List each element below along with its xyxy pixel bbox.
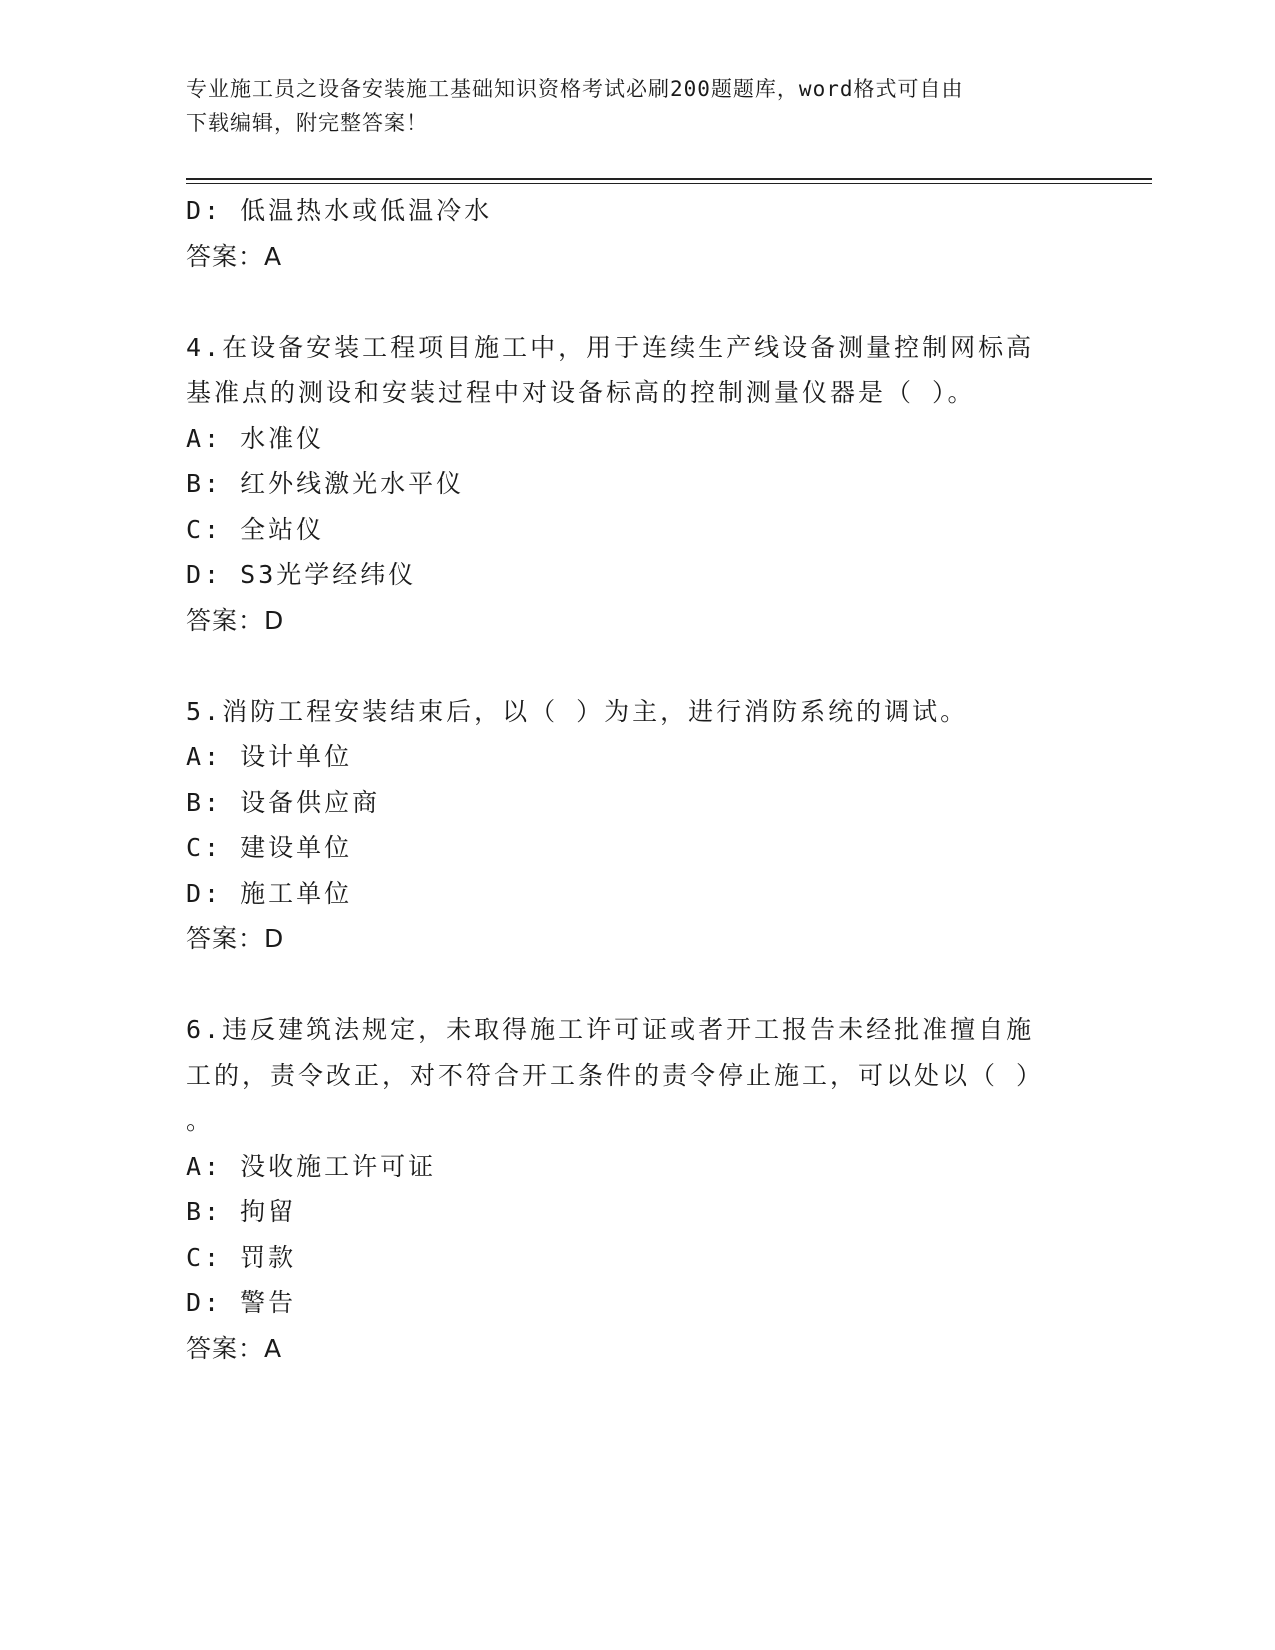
spacer (186, 962, 1086, 1008)
spacer (186, 279, 1086, 325)
header-divider-thick (186, 178, 1152, 180)
prev-answer: 答案：A (186, 241, 283, 271)
question-4-stem-line-1: 4.在设备安装工程项目施工中，用于连续生产线设备测量控制网标高 (186, 332, 1035, 362)
header-title-line-1: 专业施工员之设备安装施工基础知识资格考试必刷200题题库，word格式可自由 (186, 77, 964, 101)
question-6-option-c: C: 罚款 (186, 1242, 297, 1272)
question-content (186, 188, 1086, 1371)
question-5-answer: 答案：D (186, 924, 285, 953)
question-4-option-d: D: S3光学经纬仪 (186, 560, 417, 589)
question-6-stem-line-2: 工的，责令改正，对不符合开工条件的责令停止施工，可以处以（ ） (186, 1060, 1045, 1090)
header-title-line-2: 下载编辑，附完整答案！ (186, 111, 428, 135)
question-6-option-b: B: 拘留 (186, 1197, 297, 1226)
question-5 (186, 689, 1086, 962)
question-4-option-c: C: 全站仪 (186, 514, 325, 544)
question-4-option-b: B: 红外线激光水平仪 (186, 469, 465, 498)
prev-option-d: D: 低温热水或低温冷水 (186, 196, 493, 225)
question-5-option-a: A: 设计单位 (186, 742, 353, 771)
document-header (186, 72, 1066, 140)
spacer (186, 643, 1086, 689)
question-4-option-a: A: 水准仪 (186, 423, 325, 453)
header-divider-thin (186, 183, 1152, 184)
question-6 (186, 1007, 1086, 1371)
question-6-answer: 答案：A (186, 1333, 283, 1363)
question-6-option-d: D: 警告 (186, 1288, 297, 1317)
question-5-option-b: B: 设备供应商 (186, 787, 381, 817)
question-5-option-d: D: 施工单位 (186, 878, 353, 908)
question-4-stem-line-2: 基准点的测设和安装过程中对设备标高的控制测量仪器是（ ）。 (186, 378, 976, 407)
question-6-stem-line-1: 6.违反建筑法规定，未取得施工许可证或者开工报告未经批准擅自施 (186, 1015, 1035, 1044)
question-5-stem-line-1: 5.消防工程安装结束后，以（ ）为主，进行消防系统的调试。 (186, 696, 969, 726)
question-6-stem-line-3: 。 (186, 1106, 212, 1135)
question-4-answer: 答案：D (186, 605, 285, 635)
question-4 (186, 325, 1086, 644)
question-6-option-a: A: 没收施工许可证 (186, 1151, 437, 1181)
question-5-option-c: C: 建设单位 (186, 833, 353, 862)
